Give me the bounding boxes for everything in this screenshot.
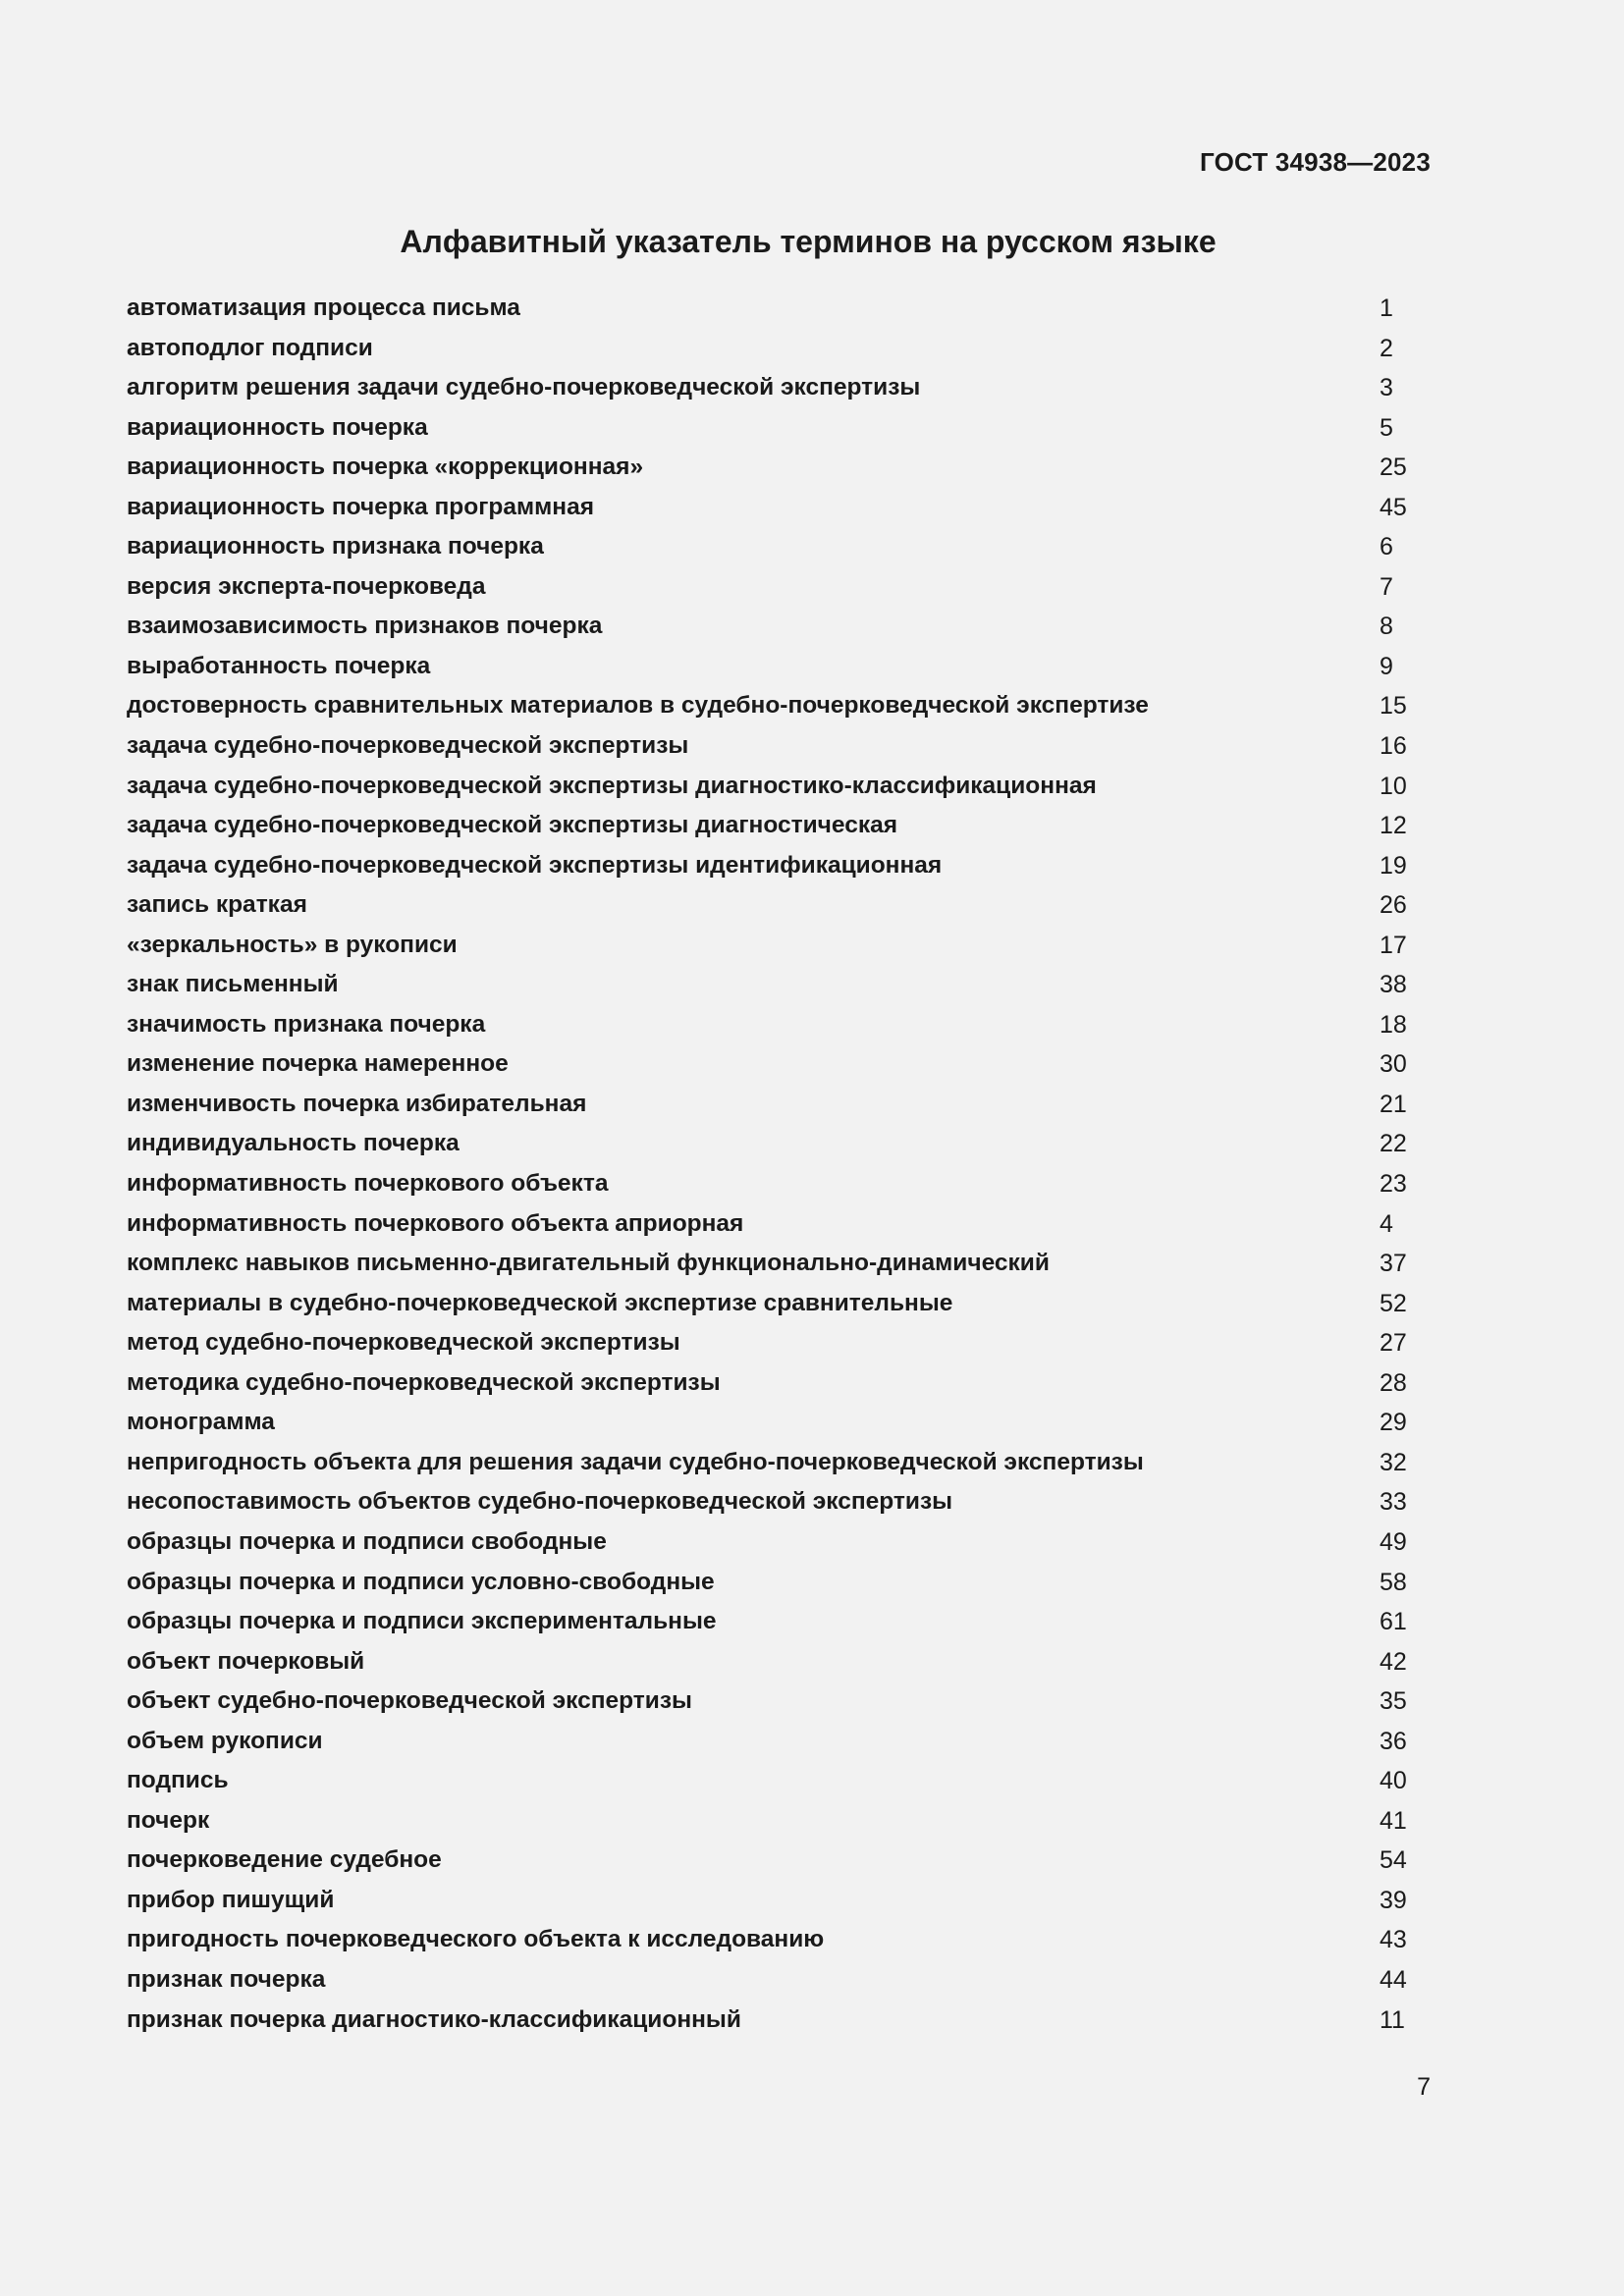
index-entry: [127, 1642, 1423, 1682]
index-entry: [127, 1722, 1423, 1762]
index-entry: [127, 1244, 1423, 1284]
index-term-number: 41: [1380, 1806, 1407, 1835]
index-term: непригодность объекта для решения задачи судебно-почерковедческой экспертизы: [127, 1448, 1144, 1475]
index-entry: [127, 448, 1423, 488]
index-term-number: 12: [1380, 812, 1407, 840]
index-term-number: 15: [1380, 692, 1407, 721]
index-entry: [127, 1482, 1423, 1522]
index-entry: [127, 1761, 1423, 1801]
index-term: признак почерка: [127, 1965, 326, 1993]
index-term: знак письменный: [127, 971, 339, 998]
index-term-number: 9: [1380, 652, 1393, 680]
index-entry: [127, 846, 1423, 886]
index-entry: [127, 1920, 1423, 1960]
index-term-number: 2: [1380, 334, 1393, 362]
index-term-number: 32: [1380, 1448, 1407, 1476]
index-term: значимость признака почерка: [127, 1010, 486, 1038]
index-term: вариационность почерка: [127, 413, 428, 441]
index-entry: [127, 1841, 1423, 1881]
index-term-number: 1: [1380, 294, 1393, 322]
index-term-number: 25: [1380, 454, 1407, 482]
index-term: подпись: [127, 1767, 229, 1794]
index-term: задача судебно-почерковедческой экспертизы идентификационная: [127, 851, 943, 879]
index-term: пригодность почерковедческого объекта к исследованию: [127, 1926, 825, 1953]
index-entry: [127, 767, 1423, 807]
index-term: изменчивость почерка избирательная: [127, 1090, 587, 1117]
index-entry: [127, 1204, 1423, 1245]
index-entry: [127, 1085, 1423, 1125]
index-term: изменение почерка намеренное: [127, 1050, 509, 1078]
index-term-number: 52: [1380, 1289, 1407, 1317]
index-entry: [127, 1960, 1423, 2001]
index-term-number: 35: [1380, 1687, 1407, 1716]
index-term-number: 7: [1380, 572, 1393, 601]
index-entry: [127, 368, 1423, 408]
index-entry: [127, 806, 1423, 846]
index-term: информативность почеркового объекта априорная: [127, 1209, 744, 1237]
index-term: достоверность сравнительных материалов в судебно-почерковедческой экспертизе: [127, 692, 1149, 720]
index-entry: [127, 329, 1423, 369]
index-term-number: 3: [1380, 374, 1393, 402]
index-term-number: 16: [1380, 732, 1407, 761]
index-term-number: 29: [1380, 1409, 1407, 1437]
index-term-number: 37: [1380, 1250, 1407, 1278]
index-term: задача судебно-почерковедческой экспертизы: [127, 732, 689, 760]
index-term: вариационность почерка «коррекционная»: [127, 454, 644, 481]
index-term-number: 40: [1380, 1767, 1407, 1795]
index-term: материалы в судебно-почерковедческой экспертизе сравнительные: [127, 1289, 953, 1316]
index-entry: [127, 2001, 1423, 2041]
index-term: вариационность признака почерка: [127, 533, 544, 561]
index-term-number: 54: [1380, 1846, 1407, 1875]
index-term: объект почерковый: [127, 1647, 365, 1675]
index-term-number: 38: [1380, 971, 1407, 999]
index-term: задача судебно-почерковедческой экспертизы диагностико-классификационная: [127, 772, 1097, 799]
index-term: объект судебно-почерковедческой экспертизы: [127, 1687, 692, 1715]
index-term: автоподлог подписи: [127, 334, 373, 361]
index-entry: [127, 527, 1423, 567]
index-term: признак почерка диагностико-классификационный: [127, 2005, 741, 2033]
index-term-number: 23: [1380, 1170, 1407, 1199]
index-term-number: 61: [1380, 1608, 1407, 1636]
index-entry: [127, 1403, 1423, 1443]
index-term: прибор пишущий: [127, 1886, 335, 1913]
index-term: образцы почерка и подписи экспериментальные: [127, 1608, 717, 1635]
index-term-number: 21: [1380, 1090, 1407, 1118]
index-entry: [127, 965, 1423, 1005]
index-term: версия эксперта-почерковеда: [127, 572, 486, 600]
index-term: автоматизация процесса письма: [127, 294, 520, 321]
index-entry: [127, 1443, 1423, 1483]
index-entry: [127, 1284, 1423, 1324]
index-term-number: 6: [1380, 533, 1393, 561]
index-term-number: 19: [1380, 851, 1407, 880]
index-term: задача судебно-почерковедческой экспертизы диагностическая: [127, 812, 898, 839]
index-term-number: 42: [1380, 1647, 1407, 1676]
index-term-number: 33: [1380, 1488, 1407, 1517]
index-entry: [127, 1563, 1423, 1603]
index-term-number: 28: [1380, 1368, 1407, 1397]
index-term-number: 27: [1380, 1329, 1407, 1358]
index-term: индивидуальность почерка: [127, 1130, 460, 1157]
index-entry: [127, 1044, 1423, 1085]
index-term: образцы почерка и подписи условно-свободные: [127, 1568, 715, 1595]
index-term-number: 36: [1380, 1727, 1407, 1755]
index-entry: [127, 1881, 1423, 1921]
index-term: методика судебно-почерковедческой экспертизы: [127, 1368, 721, 1396]
index-entry: [127, 1363, 1423, 1404]
index-entry: [127, 926, 1423, 966]
index-term: почерковедение судебное: [127, 1846, 442, 1874]
page-title: Алфавитный указатель терминов на русском языке: [400, 224, 1217, 259]
index-entry: [127, 567, 1423, 608]
index-term: взаимозависимость признаков почерка: [127, 613, 603, 640]
page-number: 7: [1417, 2073, 1431, 2101]
index-term: образцы почерка и подписи свободные: [127, 1527, 607, 1555]
index-term: «зеркальность» в рукописи: [127, 931, 458, 958]
index-term-number: 17: [1380, 931, 1407, 959]
index-term: алгоритм решения задачи судебно-почерковедческой экспертизы: [127, 374, 921, 401]
index-term-number: 49: [1380, 1527, 1407, 1556]
index-entry: [127, 408, 1423, 449]
index-term-number: 4: [1380, 1209, 1393, 1238]
index-term: почерк: [127, 1806, 210, 1834]
term-index-list: [127, 289, 1423, 2040]
index-entry: [127, 726, 1423, 767]
index-term: объем рукописи: [127, 1727, 323, 1754]
index-term-number: 26: [1380, 891, 1407, 920]
index-entry: [127, 1124, 1423, 1164]
index-term-number: 30: [1380, 1050, 1407, 1079]
index-term-number: 5: [1380, 413, 1393, 442]
index-entry: [127, 1522, 1423, 1563]
index-term: монограмма: [127, 1409, 275, 1436]
index-term-number: 44: [1380, 1965, 1407, 1994]
index-term: информативность почеркового объекта: [127, 1170, 609, 1198]
index-term: несопоставимость объектов судебно-почерковедческой экспертизы: [127, 1488, 953, 1516]
index-term-number: 11: [1380, 2005, 1405, 2034]
index-entry: [127, 289, 1423, 329]
index-term-number: 39: [1380, 1886, 1407, 1914]
index-entry: [127, 686, 1423, 726]
index-term-number: 22: [1380, 1130, 1407, 1158]
index-term: запись краткая: [127, 891, 307, 919]
index-entry: [127, 1323, 1423, 1363]
index-entry: [127, 1801, 1423, 1842]
index-term-number: 8: [1380, 613, 1393, 641]
index-term: выработанность почерка: [127, 652, 431, 679]
index-entry: [127, 1164, 1423, 1204]
index-term: метод судебно-почерковедческой экспертизы: [127, 1329, 680, 1357]
index-term-number: 43: [1380, 1926, 1407, 1954]
index-term-number: 10: [1380, 772, 1407, 800]
document-code: ГОСТ 34938—2023: [1200, 147, 1431, 177]
index-term-number: 18: [1380, 1010, 1407, 1039]
index-term-number: 45: [1380, 493, 1407, 521]
index-entry: [127, 488, 1423, 528]
index-term-number: 58: [1380, 1568, 1407, 1596]
index-entry: [127, 647, 1423, 687]
index-term: вариационность почерка программная: [127, 493, 594, 520]
index-entry: [127, 607, 1423, 647]
index-term: комплекс навыков письменно-двигательный функционально-динамический: [127, 1250, 1050, 1277]
index-entry: [127, 885, 1423, 926]
index-entry: [127, 1682, 1423, 1722]
index-entry: [127, 1602, 1423, 1642]
index-entry: [127, 1005, 1423, 1045]
